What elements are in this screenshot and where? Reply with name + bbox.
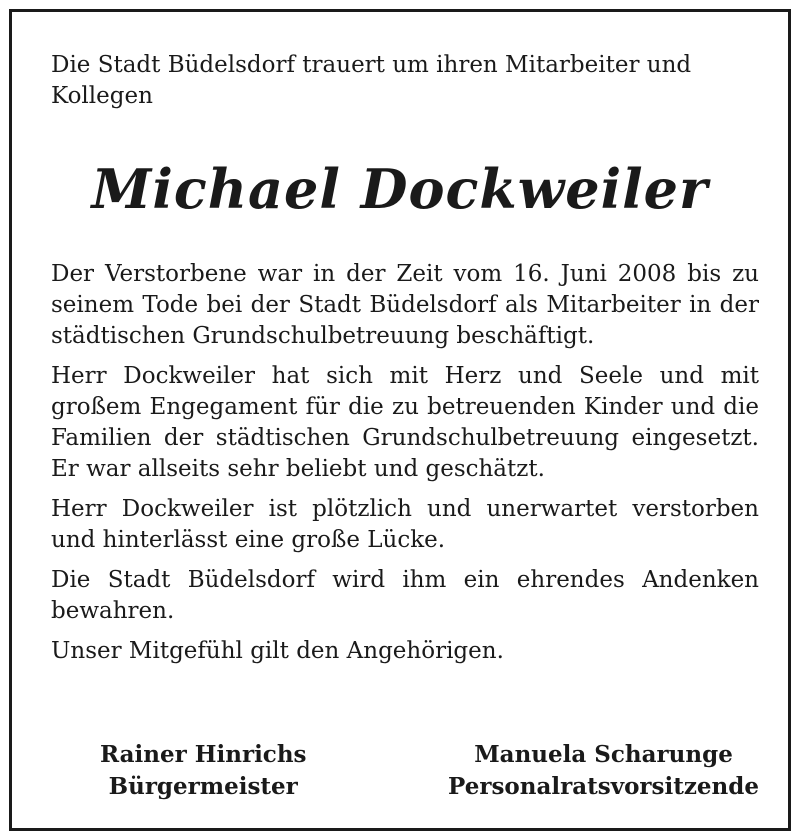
signatory-staff-council bbox=[448, 739, 759, 803]
signatures bbox=[51, 739, 759, 803]
signatory-role: Personalratsvorsitzende bbox=[448, 773, 759, 800]
obituary-notice bbox=[9, 9, 791, 831]
signatory-mayor bbox=[100, 739, 306, 803]
intro-text: Die Stadt Büdelsdorf trauert um ihren Mitarbeiter und Kollegen bbox=[51, 52, 692, 109]
deceased-name: Michael Dockweiler bbox=[91, 157, 709, 221]
paragraph-remembrance: Die Stadt Büdelsdorf wird ihm ein ehrendes Andenken bewahren. bbox=[51, 567, 759, 624]
paragraph-passing: Herr Dockweiler ist plötzlich und unerwartet verstorben und hinterlässt eine große Lücke. bbox=[51, 496, 759, 553]
paragraph-engagement: Herr Dockweiler hat sich mit Herz und Seele und mit großem Engegament für die zu betreuenden Kinder und die Familien der städtischen Grundschulbetreuung eingesetzt. Er war allseits sehr beliebt und geschätzt. bbox=[51, 363, 759, 482]
signatory-name: Rainer Hinrichs bbox=[100, 741, 307, 768]
signatory-role: Bürgermeister bbox=[108, 773, 298, 800]
paragraph-employment: Der Verstorbene war in der Zeit vom 16. Juni 2008 bis zu seinem Tode bei der Stadt Büdelsdorf als Mitarbeiter in der städtischen Grundschulbetreuung beschäftigt. bbox=[51, 261, 759, 349]
obituary-body bbox=[51, 259, 759, 676]
paragraph-condolence: Unser Mitgefühl gilt den Angehörigen. bbox=[51, 638, 504, 664]
signatory-name: Manuela Scharunge bbox=[474, 741, 733, 768]
